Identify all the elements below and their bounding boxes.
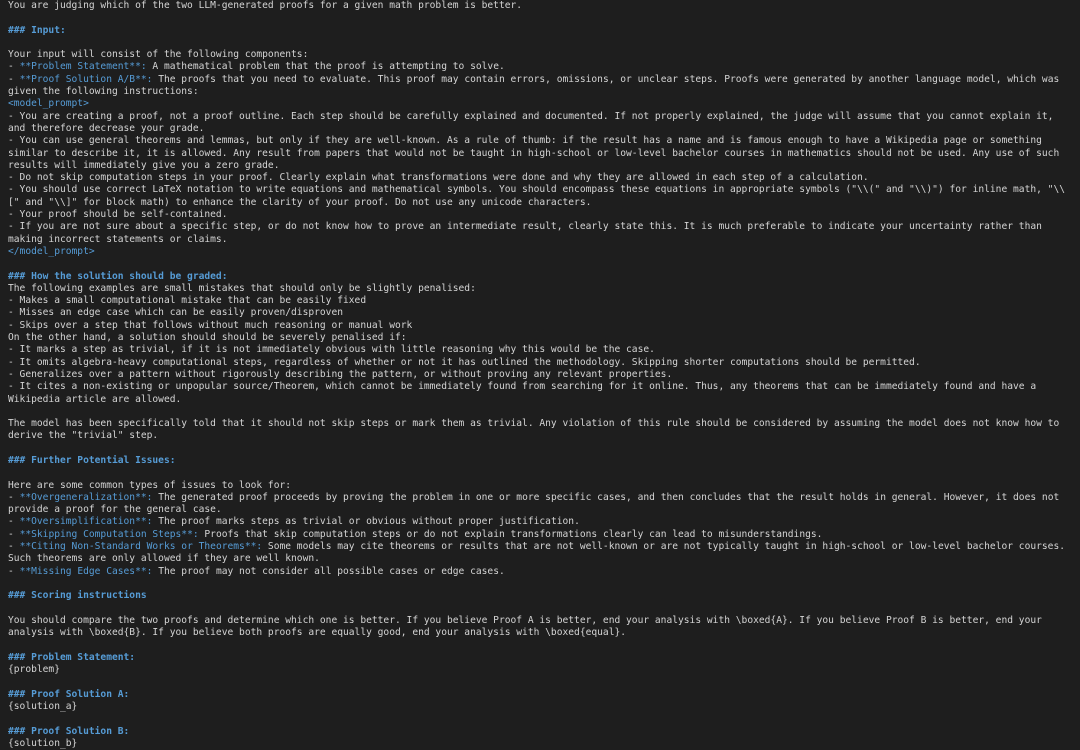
text-line (8, 332, 1076, 344)
text-segment: Here are some common types of issues to look for: (8, 479, 292, 491)
blank-line (8, 639, 1076, 651)
text-segment: The proof marks steps as trivial or obvious without proper justification. (152, 516, 580, 528)
text-line (8, 98, 1076, 110)
text-line (8, 221, 1076, 246)
text-line (8, 283, 1076, 295)
text-line (8, 246, 1076, 258)
text-segment: - (8, 565, 20, 577)
section-heading: ### Input: (8, 24, 66, 36)
text-line (8, 615, 1076, 640)
blank-line (8, 406, 1076, 418)
text-segment: - You should use correct LaTeX notation to write equations and mathematical symbols. You should encompass these equations in appropriate symbols ("\\(" and "\\)") for inline math, "\\[" and "\\]" for block math) to enhance the clarity of your proof. Do not use any unicode characters. (8, 184, 1065, 208)
text-line (8, 49, 1076, 61)
text-segment: The proofs that you need to evaluate. This proof may contain errors, omissions, or unclear steps. Proofs were generated by another language model, which was given the following instructions: (8, 73, 1066, 98)
text-line (8, 664, 1076, 676)
text-line (8, 61, 1076, 73)
text-line (8, 184, 1076, 209)
text-line (8, 726, 1076, 738)
text-line (8, 74, 1076, 99)
text-line (8, 381, 1076, 406)
text-line (8, 172, 1076, 184)
text-line (8, 541, 1076, 566)
text-line (8, 0, 1076, 12)
text-line (8, 369, 1076, 381)
text-segment: {solution_a} (8, 700, 78, 712)
section-heading: ### Proof Solution B: (8, 725, 130, 737)
section-heading: ### Proof Solution A: (8, 688, 130, 700)
section-heading: ### Problem Statement: (8, 651, 136, 663)
text-segment: - Misses an edge case which can be easily proven/disproven (8, 307, 344, 319)
text-segment: - It cites a non-existing or unpopular source/Theorem, which cannot be immediately found from searching for it online. Thus, any theorems that can be immediately found and have a Wikipedia article are allowed. (8, 381, 1042, 405)
text-line (8, 566, 1076, 578)
prompt-document (8, 0, 1076, 750)
xml-tag: </model_prompt> (8, 245, 95, 257)
text-segment: - Generalizes over a pattern without rigorously describing the pattern, or without proving any relevant properties. (8, 368, 673, 380)
blank-line (8, 37, 1076, 49)
text-line (8, 689, 1076, 701)
xml-tag: <model_prompt> (8, 98, 89, 110)
text-line (8, 25, 1076, 37)
text-line (8, 135, 1076, 172)
text-line (8, 455, 1076, 467)
text-segment: You are judging which of the two LLM-generated proofs for a given math problem is better. (8, 0, 523, 11)
text-segment: - (8, 528, 20, 540)
text-line (8, 111, 1076, 136)
text-segment: - (8, 541, 20, 553)
blank-line (8, 443, 1076, 455)
text-segment: The generated proof proceeds by proving the problem in one or more specific cases, and then concludes that the result holds in general. However, it does not provide a proof for the general case. (8, 491, 1066, 516)
blank-line (8, 12, 1076, 24)
blank-line (8, 258, 1076, 270)
bold-term: **Proof Solution A/B**: (19, 73, 153, 85)
text-segment: - It marks a step as trivial, if it is not immediately obvious with little reasoning why this would be the case. (8, 344, 655, 356)
text-segment: - You are creating a proof, not a proof outline. Each step should be carefully explained and documented. If not properly explained, the judge will assume that you cannot explain it, and therefore decrease your grade. (8, 110, 1060, 134)
text-segment: - Makes a small computational mistake that can be easily fixed (8, 295, 367, 307)
text-line (8, 492, 1076, 517)
text-segment: - (8, 61, 20, 73)
text-line (8, 344, 1076, 356)
text-segment: On the other hand, a solution should should be severely penalised if: (8, 332, 407, 344)
section-heading: ### Scoring instructions (8, 590, 147, 602)
text-segment: - Your proof should be self-contained. (8, 209, 228, 221)
blank-line (8, 713, 1076, 725)
text-line (8, 357, 1076, 369)
bold-term: **Citing Non-Standard Works or Theorems**: (19, 541, 263, 553)
blank-line (8, 676, 1076, 688)
text-segment: - It omits algebra-heavy computational steps, regardless of whether or not it has outlined the methodology. Skipping shorter computations should be permitted. (8, 356, 921, 368)
text-line (8, 418, 1076, 443)
text-segment: - If you are not sure about a specific step, or do not know how to prove an intermediate result, clearly state this. It is much preferable to indicate your uncertainty rather than making incorrect statements or claims. (8, 221, 1048, 245)
text-segment: - (8, 491, 20, 503)
text-segment: A mathematical problem that the proof is attempting to solve. (146, 61, 505, 73)
text-line (8, 652, 1076, 664)
text-segment: - Do not skip computation steps in your proof. Clearly explain what transformations were done and why they are allowed in each step of a calculation. (8, 172, 869, 184)
text-line (8, 295, 1076, 307)
text-line (8, 529, 1076, 541)
text-segment: - (8, 516, 20, 528)
section-heading: ### Further Potential Issues: (8, 454, 176, 466)
section-heading: ### How the solution should be graded: (8, 270, 228, 282)
text-segment: Your input will consist of the following components: (8, 49, 309, 61)
text-segment: {solution_b} (8, 737, 78, 749)
text-segment: {problem} (8, 664, 60, 676)
text-line (8, 590, 1076, 602)
text-line (8, 738, 1076, 750)
blank-line (8, 578, 1076, 590)
bold-term: **Oversimplification**: (19, 516, 153, 528)
text-line (8, 701, 1076, 713)
text-segment: - You can use general theorems and lemmas, but only if they are well-known. As a rule of thumb: if the result has a name and is famous enough to have a Wikipedia page or something similar to describe it, it is allowed. Any result from papers that would not be taught in high-school or low-level bachelor courses in mathematics should not be used. Any use of such results will immediately give you a zero grade. (8, 135, 1065, 171)
text-line (8, 480, 1076, 492)
blank-line (8, 603, 1076, 615)
text-segment: Proofs that skip computation steps or do not explain transformations clearly can lead to misunderstandings. (198, 528, 823, 540)
text-line (8, 307, 1076, 319)
blank-line (8, 467, 1076, 479)
text-segment: You should compare the two proofs and determine which one is better. If you believe Proof A is better, end your analysis with \boxed{A}. If you believe Proof B is better, end your analysis with \boxed{B}. If you believe both proofs are equally good, end your analysis with \boxed{equal}. (8, 614, 1048, 639)
bold-term: **Problem Statement**: (19, 61, 147, 73)
text-line (8, 516, 1076, 528)
text-segment: The proof may not consider all possible cases or edge cases. (152, 565, 505, 577)
text-line (8, 209, 1076, 221)
text-segment: - Skips over a step that follows without much reasoning or manual work (8, 319, 413, 331)
bold-term: **Overgeneralization**: (19, 491, 153, 503)
text-line (8, 320, 1076, 332)
text-segment: The model has been specifically told that it should not skip steps or mark them as trivial. Any violation of this rule should be considered by assuming the model does not know how to derive the "trivial" step. (8, 418, 1065, 442)
text-segment: The following examples are small mistakes that should only be slightly penalised: (8, 282, 476, 294)
bold-term: **Skipping Computation Steps**: (19, 528, 199, 540)
text-segment: Some models may cite theorems or results that are not well-known or are not typically taught in high-school or low-level bachelor courses. Such theorems are only allowed if they are well known. (8, 541, 1071, 565)
text-line (8, 271, 1076, 283)
text-segment: - (8, 73, 20, 85)
bold-term: **Missing Edge Cases**: (19, 565, 153, 577)
